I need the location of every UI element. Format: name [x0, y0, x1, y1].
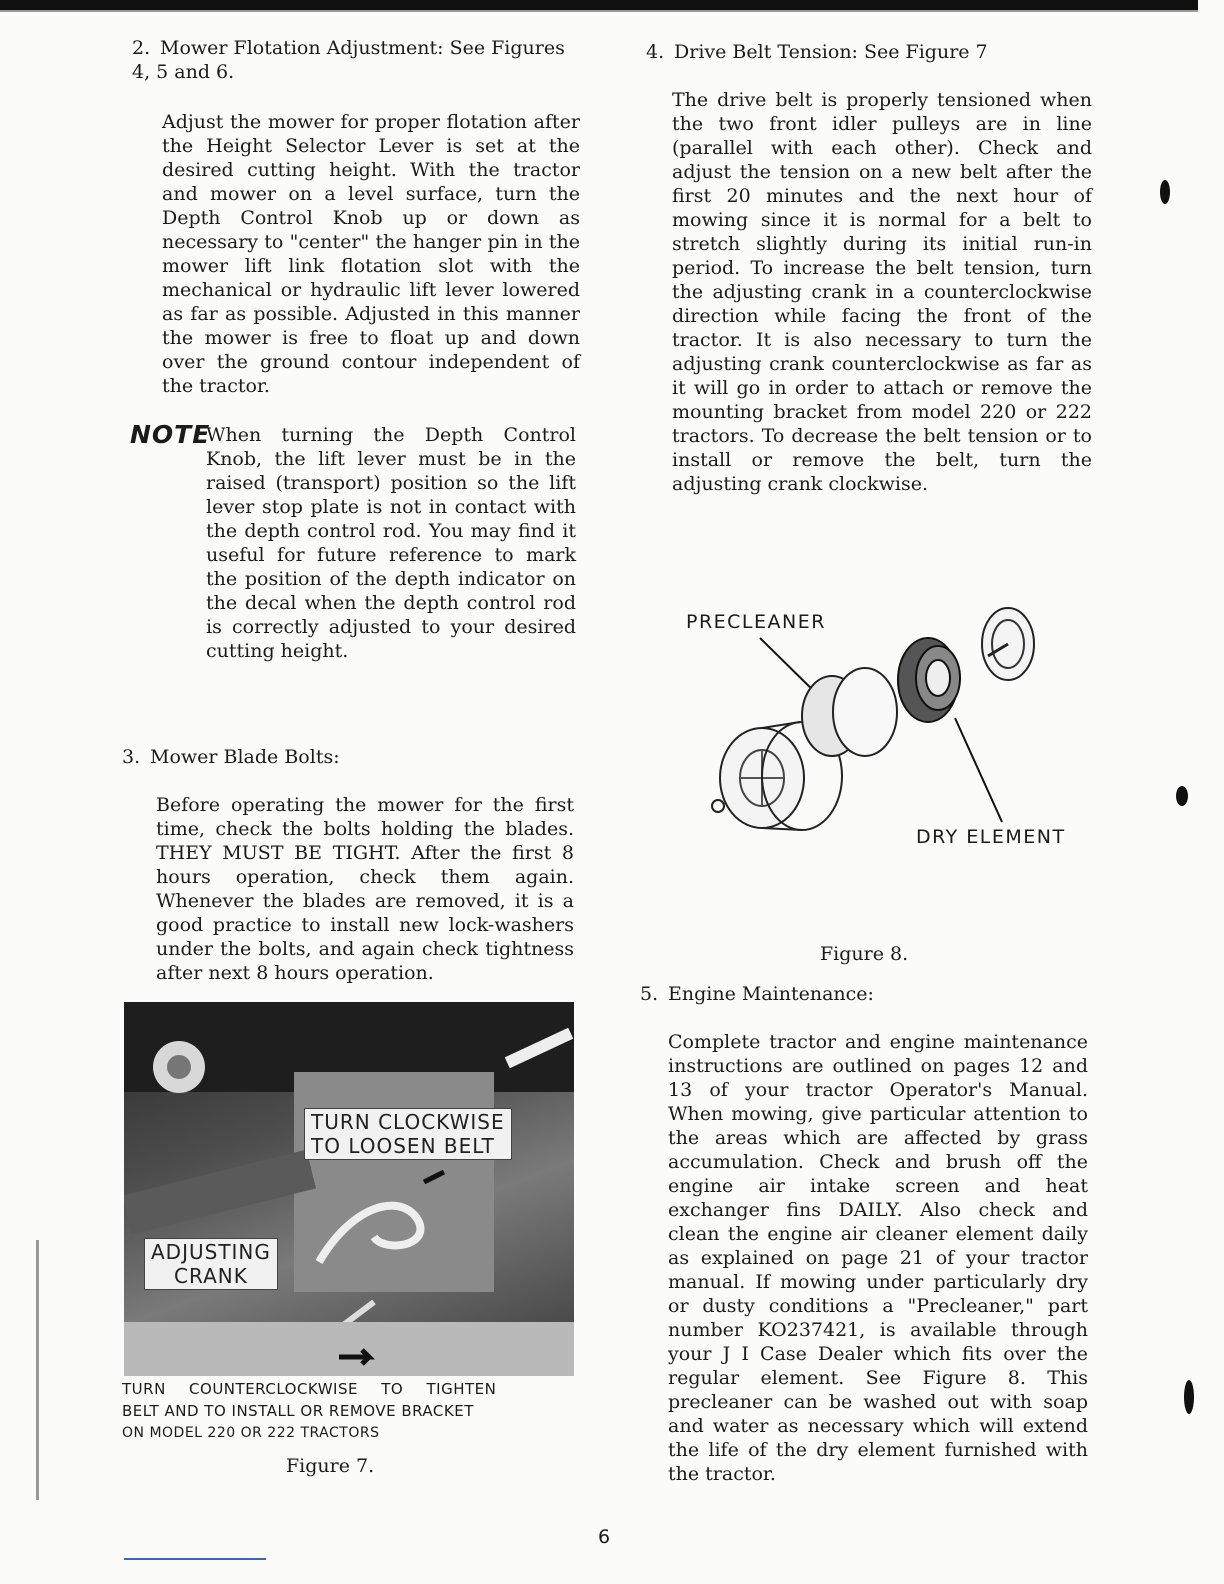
- figure-7-label: Figure 7.: [286, 1455, 375, 1477]
- air-cleaner-illustration: [680, 600, 1100, 862]
- section-4-heading: [646, 40, 1096, 64]
- dry-element-label: DRY ELEMENT: [916, 826, 1066, 848]
- section-2-heading: [132, 36, 580, 84]
- figure-7-caption: [122, 1378, 574, 1444]
- top-border-shadow: [0, 10, 1198, 12]
- section-4-body: The drive belt is properly tensioned when the two front idler pulleys are in line (parallel with each other). Check and adjust the tension on a new belt after the first 20 minutes and the next hour of mowing since it is normal for a belt to stretch slightly during its initial run-in period. To increase the belt tension, turn the adjusting crank in a counterclockwise direction while facing the front of the tractor. It is also necessary to turn the adjusting crank counterclockwise as far as it will go in order to attach or remove the mounting bracket from model 220 or 222 tractors. To decrease the belt tension or to install or remove the belt, turn the adjusting crank clockwise.: [672, 89, 1092, 495]
- note-text: When turning the Depth Control Knob, the lift lever must be in the raised (transport) position so the lift lever stop plate is not in contact with the depth control rod. You may find it useful for future reference to mark the position of the depth indicator on the decal when the depth control rod is correctly adjusted to your desired cutting height.: [206, 424, 576, 662]
- section-5-body: Complete tractor and engine maintenance instructions are outlined on pages 12 and 13 of your tractor Operator's Manual. When mowing, give particular attention to the areas which are affected by grass accumulation. Check and brush off the engine air intake screen and heat exchanger fins DAILY. Also check and clean the engine air cleaner element daily as explained on page 21 of your tractor manual. If mowing under particularly dry or dusty conditions a "Precleaner," part number KO237421, is available through your J I Case Dealer which fits over the regular element. See Figure 8. This precleaner can be washed out with soap and water as necessary which will extend the life of the dry element furnished with the tractor.: [668, 1031, 1088, 1485]
- binder-hole-mark: [1160, 180, 1170, 204]
- section-3-heading: [122, 745, 572, 769]
- callout-line: TO LOOSEN BELT: [311, 1134, 495, 1158]
- section-title: Engine Maintenance:: [668, 983, 874, 1005]
- caption-line: TURN COUNTERCLOCKWISE TO TIGHTEN: [122, 1380, 497, 1398]
- left-scan-edge: [36, 1240, 39, 1500]
- precleaner-label: PRECLEANER: [686, 611, 826, 633]
- callout-adjusting-crank: [144, 1238, 278, 1290]
- bottom-rule: [124, 1558, 266, 1560]
- section-title: Mower Blade Bolts:: [150, 746, 340, 768]
- caption-line: ON MODEL 220 OR 222 TRACTORS: [122, 1425, 380, 1441]
- callout-line: TURN CLOCKWISE: [311, 1110, 505, 1134]
- adjusting-crank-illustration: [124, 1002, 574, 1376]
- figure-8-label: Figure 8.: [820, 943, 909, 965]
- binder-hole-mark: [1176, 786, 1188, 806]
- section-number: 3.: [122, 746, 141, 768]
- page-number: 6: [598, 1526, 611, 1548]
- top-border: [0, 0, 1198, 10]
- section-3-body: Before operating the mower for the first time, check the bolts holding the blades. THEY MUST BE TIGHT. After the first 8 hours operation, check them again. Whenever the blades are removed, it is a good practice to install new lock-washers under the bolts, and again check tightness after next 8 hours operation.: [156, 794, 574, 984]
- callout-line: ADJUSTING: [151, 1240, 271, 1264]
- section-number: 5.: [640, 983, 659, 1005]
- section-number: 2.: [132, 37, 151, 59]
- callout-line: CRANK: [174, 1264, 248, 1288]
- section-5-heading: [640, 982, 1090, 1006]
- callout-turn-clockwise: [304, 1108, 512, 1160]
- figure-8-diagram: [680, 600, 1100, 862]
- section-title: Mower Flotation Adjustment: See Figures 4, 5 and 6.: [132, 37, 565, 83]
- note-label: NOTE: [130, 420, 211, 449]
- binder-hole-mark: [1184, 1380, 1194, 1414]
- section-title: Drive Belt Tension: See Figure 7: [674, 41, 988, 63]
- section-number: 4.: [646, 41, 665, 63]
- caption-line: BELT AND TO INSTALL OR REMOVE BRACKET: [122, 1402, 474, 1420]
- figure-7-photo: [124, 1002, 574, 1376]
- section-2-body: Adjust the mower for proper flotation after the Height Selector Lever is set at the desired cutting height. With the tractor and mower on a level surface, turn the Depth Control Knob up or down as necessary to "center" the hanger pin in the mower lift link flotation slot with the mechanical or hydraulic lift lever lowered as far as possible. Adjusted in this manner the mower is free to float up and down over the ground contour independent of the tractor.: [162, 111, 580, 397]
